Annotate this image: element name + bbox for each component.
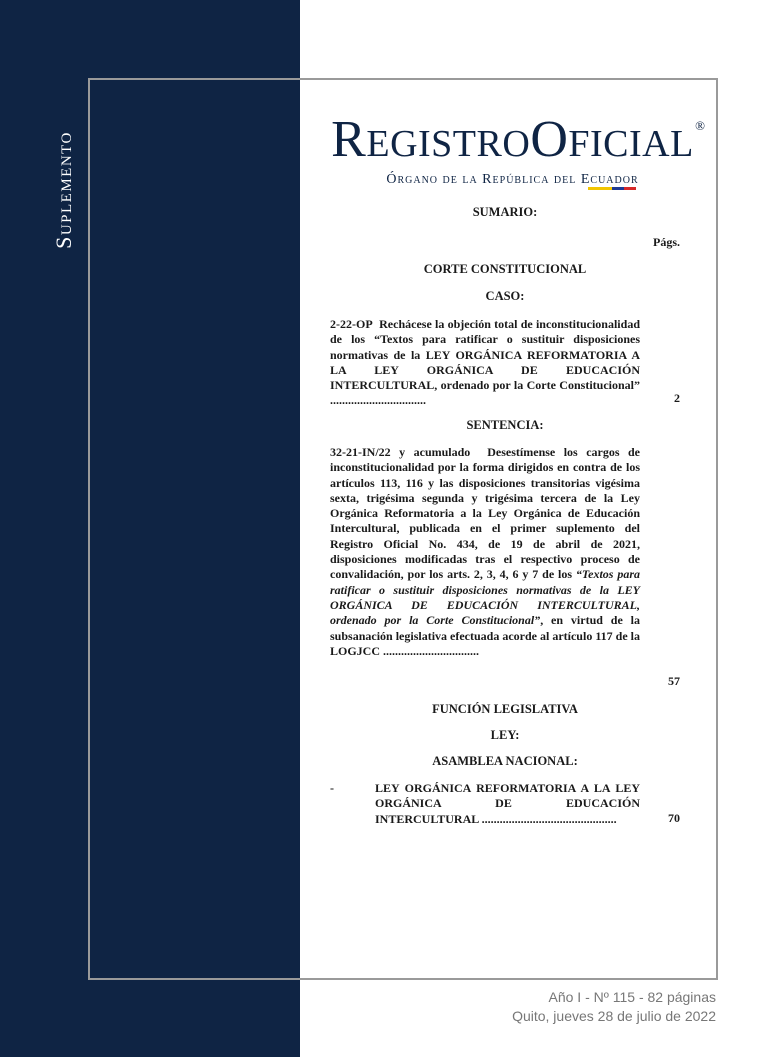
caso-label: CASO: <box>485 289 525 303</box>
footer-info <box>416 988 716 1026</box>
section-corte-constitucional: CORTE CONSTITUCIONAL <box>423 262 587 276</box>
sumario-heading: SUMARIO: <box>472 205 538 219</box>
asamblea-label: ASAMBLEA NACIONAL: <box>432 754 578 768</box>
title-letter-r: R <box>331 111 367 168</box>
entry-2-22-op <box>330 317 640 409</box>
entry2-text-b: , en virtud de la subsanación legislativa efectuada acorde al artículo 117 de la LOGJCC ................................ <box>330 613 641 658</box>
entry3-dash: - <box>330 781 334 795</box>
section-funcion-legislativa: FUNCIÓN LEGISLATIVA <box>432 702 578 716</box>
ley-label: LEY: <box>490 728 520 742</box>
entry2-code: 32-21-IN/22 y acumulado <box>330 445 471 459</box>
title-letter-o: O <box>530 111 569 168</box>
entry1-code: 2-22-OP <box>330 317 373 331</box>
side-label-suplemento: Suplemento <box>51 131 76 249</box>
title-ficial: FICIAL <box>568 123 694 165</box>
ecuador-flag-stripe <box>588 187 636 190</box>
entry2-page: 57 <box>668 674 680 688</box>
sentencia-label: SENTENCIA: <box>466 418 544 432</box>
footer-line-date: Quito, jueves 28 de julio de 2022 <box>512 1008 716 1024</box>
entry1-page: 2 <box>674 391 680 405</box>
entry3-page: 70 <box>668 811 680 825</box>
masthead-title <box>320 110 705 174</box>
entry1-text: Rechácese la objeción total de inconstitucionalidad de los “Textos para ratificar o sustituir disposiciones normativas de la LEY ORGÁNICA REFORMATORIA A LA LEY ORGÁNICA DE EDUCACIÓN INTERCULTURAL, ordenado por la Corte Constitucional” ................................ <box>330 317 640 408</box>
entry-32-21-in-22 <box>330 445 640 659</box>
footer-line-edition: Año I - Nº 115 - 82 páginas <box>548 989 716 1005</box>
title-egistro: EGISTRO <box>366 123 531 165</box>
pags-label: Págs. <box>653 235 680 249</box>
masthead-subtitle: Órgano de la República del Ecuador <box>386 172 639 187</box>
entry2-text-italic: “Textos para ratificar o sustituir disposiciones normativas de la LEY ORGÁNICA DE EDUCACIÓN INTERCULTURAL, ordenado por la Corte Constitucional” <box>330 567 641 628</box>
registered-mark: ® <box>695 118 705 133</box>
entry-ley-organica: LEY ORGÁNICA REFORMATORIA A LA LEY ORGÁNICA DE EDUCACIÓN INTERCULTURAL ............................................. <box>375 781 640 826</box>
entry2-text-a: Desestímense los cargos de inconstitucionalidad por la forma dirigidos en contra de los artículos 113, 116 y las disposiciones transitorias vigésima sexta, trigésima segunda y trigésima tercera de la Ley Orgánica Reformatoria a la Ley Orgánica de Educación Intercultural, publicada en el primer suplemento del Registro Oficial No. 434, de 19 de abril de 2021, disposiciones modificadas tras el respectivo proceso de convalidación, por los arts. 2, 3, 4, 6 y 7 de los <box>330 445 641 582</box>
masthead <box>320 110 705 188</box>
